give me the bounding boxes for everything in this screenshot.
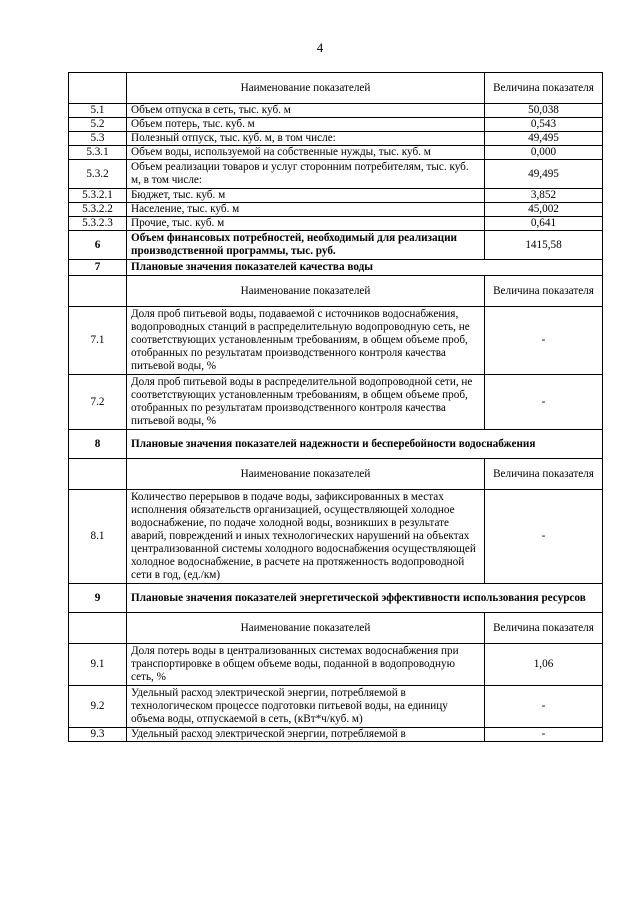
row-number: 7.1 (69, 307, 127, 375)
header-num-cell (69, 73, 127, 104)
row-number: 5.3.2 (69, 160, 127, 189)
row-value: 45,002 (485, 203, 603, 217)
header-name: Наименование показателей (127, 276, 485, 307)
header-value: Величина показателя (485, 73, 603, 104)
table-row (69, 490, 603, 584)
table-row (69, 146, 603, 160)
row-text: Объем воды, используемой на собственные нужды, тыс. куб. м (127, 146, 485, 160)
section-7-heading (69, 260, 603, 276)
section-title: Плановые значения показателей энергетической эффективности использования ресурсов (127, 584, 603, 613)
row-number: 8.1 (69, 490, 127, 584)
section-number: 8 (69, 430, 127, 459)
section-8-heading (69, 430, 603, 459)
row-text: Объем потерь, тыс. куб. м (127, 118, 485, 132)
table-row (69, 728, 603, 742)
header-num-cell (69, 613, 127, 644)
header-name: Наименование показателей (127, 459, 485, 490)
section-9-heading (69, 584, 603, 613)
row-text: Доля проб питьевой воды в распределительной водопроводной сети, не соответствующих установленным требованиям, в общем объеме проб, отобранных по результатам производственного контроля качества питьевой воды, % (127, 375, 485, 430)
table-row (69, 307, 603, 375)
row-text: Прочие, тыс. куб. м (127, 217, 485, 231)
row-value: 50,038 (485, 104, 603, 118)
row-value: - (485, 728, 603, 742)
table-header (69, 459, 603, 490)
row-value: 0,000 (485, 146, 603, 160)
table-header (69, 276, 603, 307)
row-number: 9.1 (69, 644, 127, 686)
row-number: 9.2 (69, 686, 127, 728)
row-text: Объем реализации товаров и услуг сторонним потребителям, тыс. куб. м, в том числе: (127, 160, 485, 189)
table-row (69, 375, 603, 430)
table-row (69, 104, 603, 118)
row-number: 6 (69, 231, 127, 260)
header-num-cell (69, 459, 127, 490)
row-text: Объем финансовых потребностей, необходимый для реализации производственной программы, тыс. руб. (127, 231, 485, 260)
section-title: Плановые значения показателей качества воды (127, 260, 603, 276)
row-number: 5.1 (69, 104, 127, 118)
row-value: 0,641 (485, 217, 603, 231)
table-row (69, 160, 603, 189)
row-text: Доля потерь воды в централизованных системах водоснабжения при транспортировке в общем объеме воды, поданной в водопроводную сеть, % (127, 644, 485, 686)
table-row (69, 118, 603, 132)
row-value: - (485, 307, 603, 375)
table-row (69, 217, 603, 231)
header-num-cell (69, 276, 127, 307)
header-name: Наименование показателей (127, 73, 485, 104)
table-row (69, 686, 603, 728)
table-row (69, 203, 603, 217)
row-value: 49,495 (485, 132, 603, 146)
row-text: Бюджет, тыс. куб. м (127, 189, 485, 203)
section-number: 9 (69, 584, 127, 613)
row-value: 3,852 (485, 189, 603, 203)
table-row-financial (69, 231, 603, 260)
section-number: 7 (69, 260, 127, 276)
table-header (69, 73, 603, 104)
row-number: 5.3.1 (69, 146, 127, 160)
row-number: 5.3.2.1 (69, 189, 127, 203)
row-number: 7.2 (69, 375, 127, 430)
header-value: Величина показателя (485, 613, 603, 644)
row-number: 9.3 (69, 728, 127, 742)
row-value: 0,543 (485, 118, 603, 132)
row-value: 1415,58 (485, 231, 603, 260)
row-text: Доля проб питьевой воды, подаваемой с источников водоснабжения, водопроводных станций в распределительную водопроводную сеть, не соответствующих установленным требованиям, в общем объеме проб, отобранных по результатам производственного контроля качества питьевой воды, % (127, 307, 485, 375)
row-text: Удельный расход электрической энергии, потребляемой в технологическом процессе подготовки питьевой воды, на единицу объема воды, отпускаемой в сеть, (кВт*ч/куб. м) (127, 686, 485, 728)
section-title: Плановые значения показателей надежности и бесперебойности водоснабжения (127, 430, 603, 459)
row-value: - (485, 490, 603, 584)
row-value: 49,495 (485, 160, 603, 189)
row-text: Количество перерывов в подаче воды, зафиксированных в местах исполнения обязательств организацией, осуществляющей холодное водоснабжение, по подаче холодной воды, возникших в результате аварий, повреждений и иных технологических нарушений на объектах централизованной системы холодного водоснабжения осуществляющей холодное водоснабжение, в расчете на протяженность водопроводной сети в год, (ед./км) (127, 490, 485, 584)
row-text: Полезный отпуск, тыс. куб. м, в том числе: (127, 132, 485, 146)
header-name: Наименование показателей (127, 613, 485, 644)
row-text: Удельный расход электрической энергии, потребляемой в (127, 728, 485, 742)
page-number: 4 (316, 40, 324, 55)
row-value: 1,06 (485, 644, 603, 686)
table-row (69, 189, 603, 203)
table-header (69, 613, 603, 644)
row-value: - (485, 686, 603, 728)
row-text: Население, тыс. куб. м (127, 203, 485, 217)
row-text: Объем отпуска в сеть, тыс. куб. м (127, 104, 485, 118)
header-value: Величина показателя (485, 276, 603, 307)
table-row (69, 644, 603, 686)
row-number: 5.2 (69, 118, 127, 132)
row-number: 5.3 (69, 132, 127, 146)
indicators-table (68, 72, 603, 742)
row-value: - (485, 375, 603, 430)
row-number: 5.3.2.2 (69, 203, 127, 217)
row-number: 5.3.2.3 (69, 217, 127, 231)
table-row (69, 132, 603, 146)
header-value: Величина показателя (485, 459, 603, 490)
